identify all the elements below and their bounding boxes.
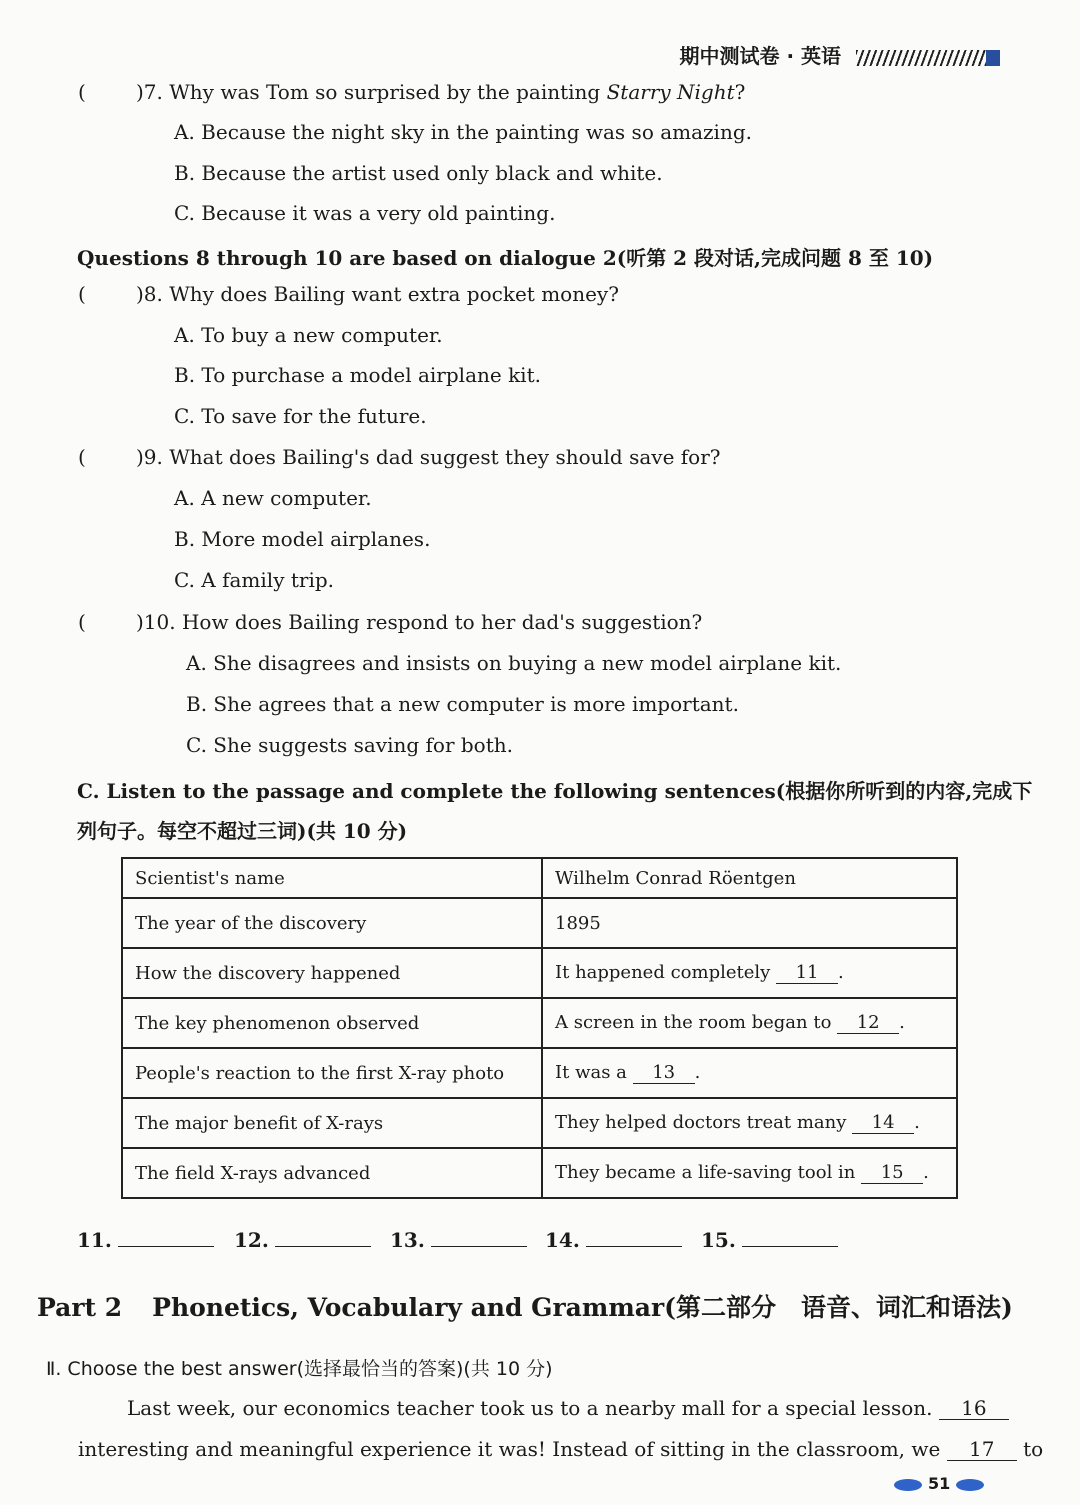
page-number: 51 — [928, 1474, 951, 1493]
answer-14[interactable] — [545, 1228, 682, 1252]
passage-text-1: Last week, our economics teacher took us to a nearby mall for a special lesson. — [127, 1396, 933, 1420]
question-7-stem-title: Starry Night — [606, 80, 735, 104]
answer-13-line[interactable] — [431, 1246, 527, 1247]
page-footer — [888, 1474, 990, 1493]
question-7-stem-pre: )7. Why was Tom so surprised by the painting — [136, 80, 607, 104]
table-cell-label: People's reaction to the first X-ray photo — [122, 1048, 542, 1098]
answer-12-line[interactable] — [275, 1246, 371, 1247]
answer-11-line[interactable] — [118, 1246, 214, 1247]
table-row — [122, 998, 957, 1048]
blank-16: 16 — [939, 1397, 1009, 1420]
info-table — [121, 857, 958, 1199]
passage-line-2 — [78, 1437, 1043, 1461]
blank-15: 15 — [861, 1163, 923, 1184]
passage-text-2-end: to — [1023, 1437, 1044, 1461]
dialogue-2-heading: Questions 8 through 10 are based on dialogue 2(听第 2 段对话,完成问题 8 至 10) — [77, 246, 934, 270]
question-7-option-a: A. Because the night sky in the painting was so amazing. — [174, 120, 752, 144]
table-row — [122, 1148, 957, 1198]
question-8-option-b: B. To purchase a model airplane kit. — [174, 363, 541, 387]
header-decoration-end — [986, 50, 1000, 66]
question-8-option-a: A. To buy a new computer. — [174, 323, 443, 347]
question-9-option-c: C. A family trip. — [174, 568, 334, 592]
table-cell-label: The key phenomenon observed — [122, 998, 542, 1048]
part-2-number: Part 2 — [37, 1293, 123, 1322]
question-8-option-c: C. To save for the future. — [174, 404, 427, 428]
table-cell-value — [542, 1148, 957, 1198]
table-value-text: They became a life-saving tool in — [555, 1162, 856, 1184]
question-9-stem: )9. What does Bailing's dad suggest they should save for? — [136, 445, 721, 469]
part-2-heading — [37, 1288, 1013, 1324]
question-9-paren: ( — [78, 445, 86, 469]
table-value-text: It was a — [555, 1062, 627, 1084]
question-10-option-b: B. She agrees that a new computer is more important. — [186, 692, 739, 716]
answer-13-label: 13. — [390, 1228, 425, 1252]
table-value-end: . — [694, 1062, 701, 1084]
table-cell-label: Scientist's name — [122, 858, 542, 898]
header-decoration — [856, 50, 986, 66]
answer-12-label: 12. — [234, 1228, 269, 1252]
table-cell-value — [542, 948, 957, 998]
question-7-option-c: C. Because it was a very old painting. — [174, 201, 556, 225]
table-row — [122, 898, 957, 948]
table-value-text: A screen in the room began to — [555, 1012, 832, 1034]
page-header — [680, 40, 1001, 69]
answer-13[interactable] — [390, 1228, 527, 1252]
question-9-option-a: A. A new computer. — [174, 486, 372, 510]
blank-13: 13 — [633, 1063, 695, 1084]
question-7-paren: ( — [78, 80, 86, 104]
part-2-title: Phonetics, Vocabulary and Grammar(第二部分 语音、词汇和语法) — [152, 1293, 1013, 1322]
answer-15-line[interactable] — [742, 1246, 838, 1247]
table-value-end: . — [923, 1162, 929, 1184]
answer-15-label: 15. — [701, 1228, 736, 1252]
question-7-stem-post: ? — [734, 80, 746, 104]
answer-12[interactable] — [234, 1228, 371, 1252]
question-7-option-b: B. Because the artist used only black and white. — [174, 161, 663, 185]
blank-12: 12 — [837, 1013, 899, 1034]
answer-15[interactable] — [701, 1228, 838, 1252]
question-9-option-b: B. More model airplanes. — [174, 527, 431, 551]
table-cell-value: Wilhelm Conrad Röentgen — [542, 858, 957, 898]
question-10-option-a: A. She disagrees and insists on buying a new model airplane kit. — [186, 651, 842, 675]
section-c-heading-line2: 列句子。每空不超过三词)(共 10 分) — [77, 819, 408, 843]
table-cell-value: 1895 — [542, 898, 957, 948]
table-cell-value — [542, 1098, 957, 1148]
question-8-stem: )8. Why does Bailing want extra pocket money? — [136, 282, 619, 306]
blank-11: 11 — [776, 963, 838, 984]
footer-decoration-left — [894, 1479, 922, 1491]
table-cell-label: The field X-rays advanced — [122, 1148, 542, 1198]
table-value-end: . — [838, 962, 844, 984]
passage-line-1 — [127, 1396, 1009, 1420]
question-10-paren: ( — [78, 610, 86, 634]
table-cell-label: The year of the discovery — [122, 898, 542, 948]
question-8-paren: ( — [78, 282, 86, 306]
question-10-stem: )10. How does Bailing respond to her dad's suggestion? — [136, 610, 703, 634]
table-value-end: . — [899, 1012, 905, 1034]
table-row — [122, 858, 957, 898]
question-7-stem — [136, 80, 745, 104]
table-row — [122, 1098, 957, 1148]
section-ii-heading: Ⅱ. Choose the best answer(选择最恰当的答案)(共 10 分) — [46, 1358, 553, 1380]
answer-11-label: 11. — [77, 1228, 112, 1252]
answer-14-label: 14. — [545, 1228, 580, 1252]
blank-14: 14 — [852, 1113, 914, 1134]
table-value-end: . — [914, 1112, 920, 1134]
answer-14-line[interactable] — [586, 1246, 682, 1247]
table-value-text: They helped doctors treat many — [555, 1112, 847, 1134]
table-cell-value — [542, 998, 957, 1048]
table-cell-label: The major benefit of X-rays — [122, 1098, 542, 1148]
table-cell-label: How the discovery happened — [122, 948, 542, 998]
table-row — [122, 1048, 957, 1098]
header-title: 期中测试卷 · 英语 — [679, 44, 842, 68]
passage-text-2: interesting and meaningful experience it was! Instead of sitting in the classroom, we — [78, 1437, 941, 1461]
section-c-heading-line1: C. Listen to the passage and complete the following sentences(根据你所听到的内容,完成下 — [77, 779, 1033, 803]
table-value-text: It happened completely — [555, 962, 771, 984]
table-cell-value — [542, 1048, 957, 1098]
blank-17: 17 — [947, 1438, 1017, 1461]
footer-decoration-right — [956, 1479, 984, 1491]
question-10-option-c: C. She suggests saving for both. — [186, 733, 513, 757]
table-row — [122, 948, 957, 998]
answer-11[interactable] — [77, 1228, 214, 1252]
